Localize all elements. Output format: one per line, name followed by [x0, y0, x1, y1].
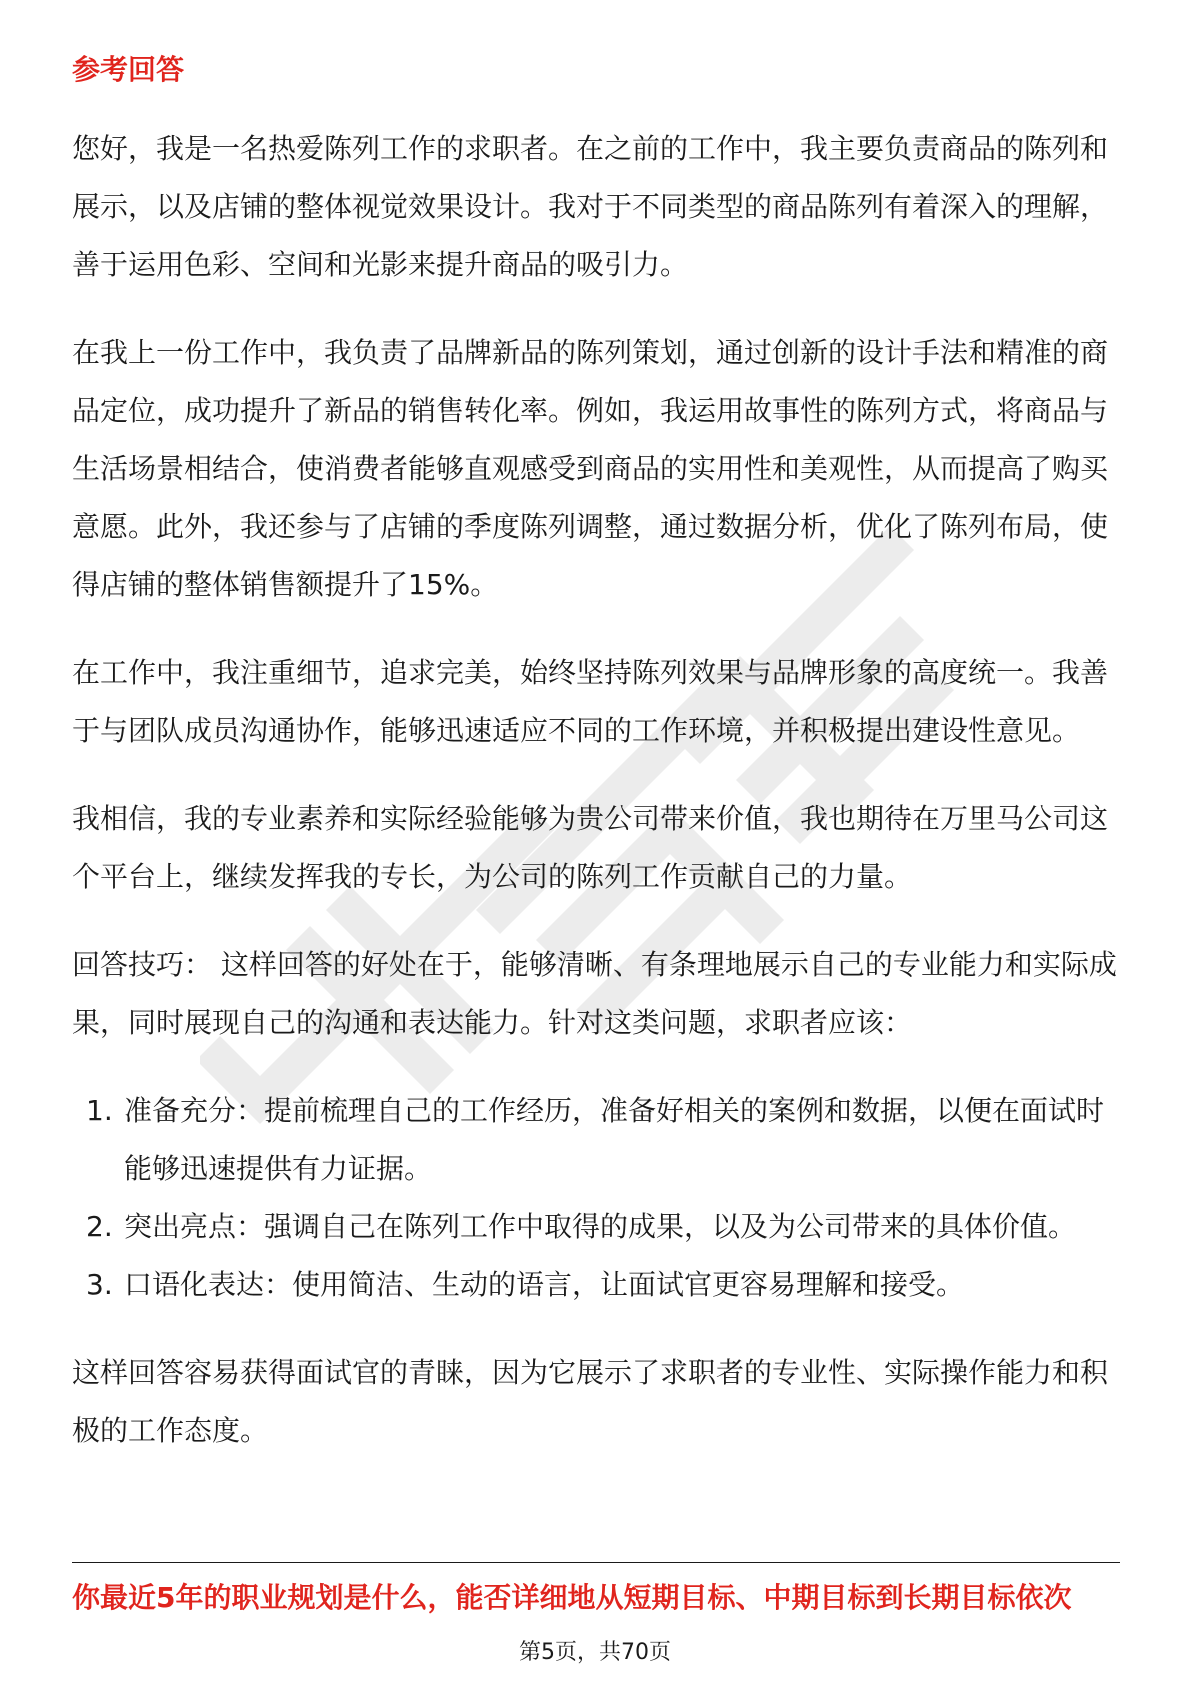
tip-number: 2.	[86, 1210, 113, 1243]
tip-text: 口语化表达：使用简洁、生动的语言，让面试官更容易理解和接受。	[124, 1268, 965, 1301]
tip-text: 准备充分：提前梳理自己的工作经历，准备好相关的案例和数据，以便在面试时能够迅速提供有力证据。	[124, 1094, 1105, 1185]
next-question-heading: 你最近5年的职业规划是什么，能否详细地从短期目标、中期目标到长期目标依次	[72, 1581, 1072, 1614]
tips-intro: 回答技巧： 这样回答的好处在于，能够清晰、有条理地展示自己的专业能力和实际成果，同时展现自己的沟通和表达能力。针对这类问题，求职者应该：	[72, 948, 1117, 1039]
tip-number: 1.	[86, 1094, 113, 1127]
answer-paragraph: 在我上一份工作中，我负责了品牌新品的陈列策划，通过创新的设计手法和精准的商品定位，成功提升了新品的销售转化率。例如，我运用故事性的陈列方式，将商品与生活场景相结合，使消费者能够直观感受到商品的实用性和美观性，从而提高了购买意愿。此外，我还参与了店铺的季度陈列调整，通过数据分析，优化了陈列布局，使得店铺的整体销售额提升了15%。	[72, 336, 1109, 601]
tip-item	[72, 1082, 1120, 1198]
answer-paragraph: 在工作中，我注重细节，追求完美，始终坚持陈列效果与品牌形象的高度统一。我善于与团队成员沟通协作，能够迅速适应不同的工作环境，并积极提出建设性意见。	[72, 656, 1109, 747]
conclusion-paragraph: 这样回答容易获得面试官的青睐，因为它展示了求职者的专业性、实际操作能力和积极的工作态度。	[72, 1356, 1109, 1447]
section-heading: 参考回答	[72, 53, 185, 86]
answer-paragraph: 您好，我是一名热爱陈列工作的求职者。在之前的工作中，我主要负责商品的陈列和展示，以及店铺的整体视觉效果设计。我对于不同类型的商品陈列有着深入的理解，善于运用色彩、空间和光影来提升商品的吸引力。	[72, 132, 1109, 281]
tip-number: 3.	[86, 1268, 113, 1301]
tip-item	[72, 1256, 1120, 1314]
tips-list	[72, 1082, 1120, 1314]
section-divider	[72, 1562, 1120, 1563]
tip-text: 突出亮点：强调自己在陈列工作中取得的成果，以及为公司带来的具体价值。	[124, 1210, 1077, 1243]
page-number: 第5页，共70页	[519, 1640, 671, 1665]
tip-item	[72, 1198, 1120, 1256]
answer-paragraph: 我相信，我的专业素养和实际经验能够为贵公司带来价值，我也期待在万里马公司这个平台上，继续发挥我的专长，为公司的陈列工作贡献自己的力量。	[72, 802, 1109, 893]
answer-body	[72, 120, 1120, 1490]
